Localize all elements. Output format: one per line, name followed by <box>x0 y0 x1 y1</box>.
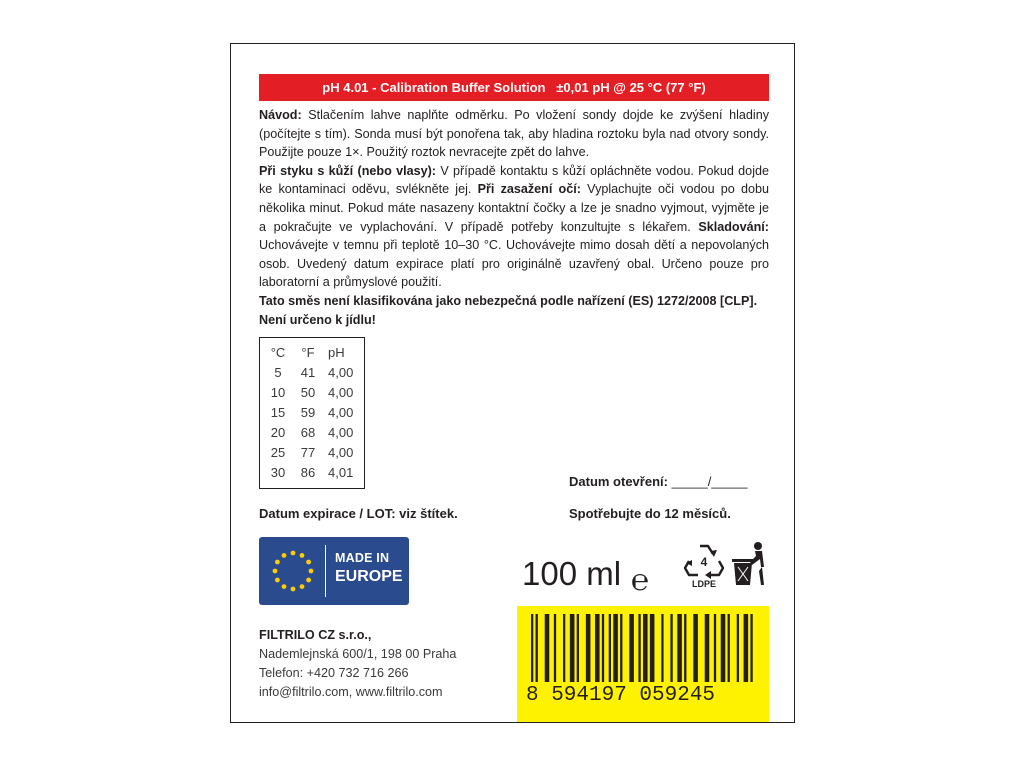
barcode-bar <box>677 614 682 682</box>
company-phone: Telefon: +420 732 716 266 <box>259 666 409 680</box>
barcode-bar <box>609 614 611 682</box>
barcode-bar <box>570 614 575 682</box>
skin-contact-label: Při styku s kůží (nebo vlasy): <box>259 163 436 178</box>
barcode-bar <box>638 614 640 682</box>
storage-label: Skladování: <box>698 219 769 234</box>
recycle-ldpe-icon <box>683 541 725 591</box>
barcode-bar <box>577 614 579 682</box>
table-row <box>264 442 364 462</box>
product-label <box>230 43 795 723</box>
cell-celsius: 15 <box>270 404 286 420</box>
barcode-bar <box>721 614 726 682</box>
eu-stars-icon <box>263 541 323 601</box>
cell-ph: 4,01 <box>328 464 354 480</box>
use-by-note: Spotřebujte do 12 měsíců. <box>569 506 731 521</box>
eye-contact-label: Při zasažení očí: <box>477 182 581 197</box>
temperature-ph-table <box>259 337 365 489</box>
navod-label: Návod: <box>259 108 302 122</box>
table-row <box>264 462 364 482</box>
barcode-bar <box>684 614 686 682</box>
barcode-bar <box>620 614 622 682</box>
navod-text: Stlačením lahve naplňte odměrku. Po vložení sondy dojde ke zvýšení hladiny (počítejte s tím). Sonda musí být ponořena tak, aby hladina roztoku byla nad otvory sondy. Použijte pouze 1×. Použitý roztok nevracejte zpět do lahve. <box>259 108 769 160</box>
badge-made-in: MADE IN <box>335 551 390 565</box>
barcode-bar <box>536 614 538 682</box>
cell-fahrenheit: 41 <box>300 364 316 380</box>
barcode-bar <box>737 614 739 682</box>
cell-celsius: 30 <box>270 464 286 480</box>
barcode-bar <box>602 614 604 682</box>
storage-text: Uchovávejte v temnu při teplotě 10–30 °C. Uchovávejte mimo dosah dětí a nepovolaných osob. Uvedený datum expirace platí pro originálně uzavřený obal. Určeno pouze pro laboratorní a průmyslové použití. <box>259 238 769 290</box>
barcode-bar <box>563 614 565 682</box>
recycle-code: 4 <box>700 555 708 569</box>
cell-fahrenheit: 77 <box>300 444 316 460</box>
barcode-bar <box>744 614 749 682</box>
made-in-europe-badge <box>259 537 409 605</box>
badge-europe: EUROPE <box>335 568 403 585</box>
product-title-bar: pH 4.01 - Calibration Buffer Solution ±0,01 pH @ 25 °C (77 °F) <box>259 74 769 101</box>
trash-bin-icon <box>728 539 770 594</box>
barcode-bar <box>705 614 710 682</box>
table-header-row <box>264 342 364 362</box>
barcode-bar <box>750 614 752 682</box>
barcode-bar <box>586 614 591 682</box>
cell-celsius: 20 <box>270 424 286 440</box>
estimated-sign-icon: ℮ <box>631 564 650 597</box>
company-address: Nademlejnská 600/1, 198 00 Praha <box>259 647 457 661</box>
barcode-bar <box>545 614 550 682</box>
company-info <box>259 626 456 702</box>
barcode-digits: 8 594197 059245 <box>526 684 716 707</box>
barcode-bar <box>554 614 556 682</box>
cell-celsius: 25 <box>270 444 286 460</box>
expiry-lot-note: Datum expirace / LOT: viz štítek. <box>259 506 458 521</box>
barcode-bar <box>643 614 648 682</box>
barcode-bar <box>661 614 663 682</box>
cell-fahrenheit: 50 <box>300 384 316 400</box>
cell-ph: 4,00 <box>328 384 354 400</box>
opening-date-label: Datum otevření: <box>569 474 668 489</box>
opening-date-blank: _____/_____ <box>667 474 748 489</box>
cell-fahrenheit: 68 <box>300 424 316 440</box>
table-row <box>264 382 364 402</box>
table-row <box>264 402 364 422</box>
skin-contact-text: V případě kontaktu s kůží opláchněte vodou. Pokud dojde ke kontaminaci oděvu, svlékněte jej. <box>259 163 769 197</box>
volume-label: 100 ml <box>522 555 622 592</box>
cell-ph: 4,00 <box>328 424 354 440</box>
classification-statement: Tato směs není klasifikována jako nebezpečná podle nařízení (ES) 1272/2008 [CLP]. <box>259 293 758 308</box>
cell-celsius: 10 <box>270 384 286 400</box>
header-celsius: °C <box>270 344 286 360</box>
recycle-material: LDPE <box>691 579 716 589</box>
eye-contact-text: Vyplachujte oči vodou po dobu několika minut. Pokud máte nasazeny kontaktní čočky a lze je snadno vyjmout, vyjměte je a pokračujte ve vyplachování. V případě potřeby konzultujte s lékařem. <box>259 182 769 234</box>
cell-fahrenheit: 86 <box>300 464 316 480</box>
barcode-bar <box>650 614 655 682</box>
not-food-warning: Není určeno k jídlu! <box>259 312 376 327</box>
cell-ph: 4,00 <box>328 404 354 420</box>
company-name: FILTRILO CZ s.r.o., <box>259 628 372 642</box>
barcode-bar <box>531 614 533 682</box>
table-row <box>264 362 364 382</box>
company-contact: info@filtrilo.com, www.filtrilo.com <box>259 685 443 699</box>
barcode <box>525 614 761 684</box>
cell-ph: 4,00 <box>328 364 354 380</box>
barcode-area <box>517 606 769 722</box>
instructions-text <box>259 106 769 329</box>
barcode-bar <box>613 614 618 682</box>
header-ph: pH <box>328 344 345 360</box>
barcode-bar <box>629 614 634 682</box>
badge-divider <box>325 545 326 597</box>
barcode-bar <box>670 614 672 682</box>
header-fahrenheit: °F <box>301 344 315 360</box>
barcode-bar <box>714 614 716 682</box>
opening-date-field <box>569 474 748 489</box>
cell-ph: 4,00 <box>328 444 354 460</box>
barcode-bar <box>728 614 730 682</box>
barcode-bar <box>693 614 698 682</box>
barcode-bar <box>595 614 600 682</box>
cell-fahrenheit: 59 <box>300 404 316 420</box>
cell-celsius: 5 <box>274 364 282 380</box>
table-row <box>264 422 364 442</box>
